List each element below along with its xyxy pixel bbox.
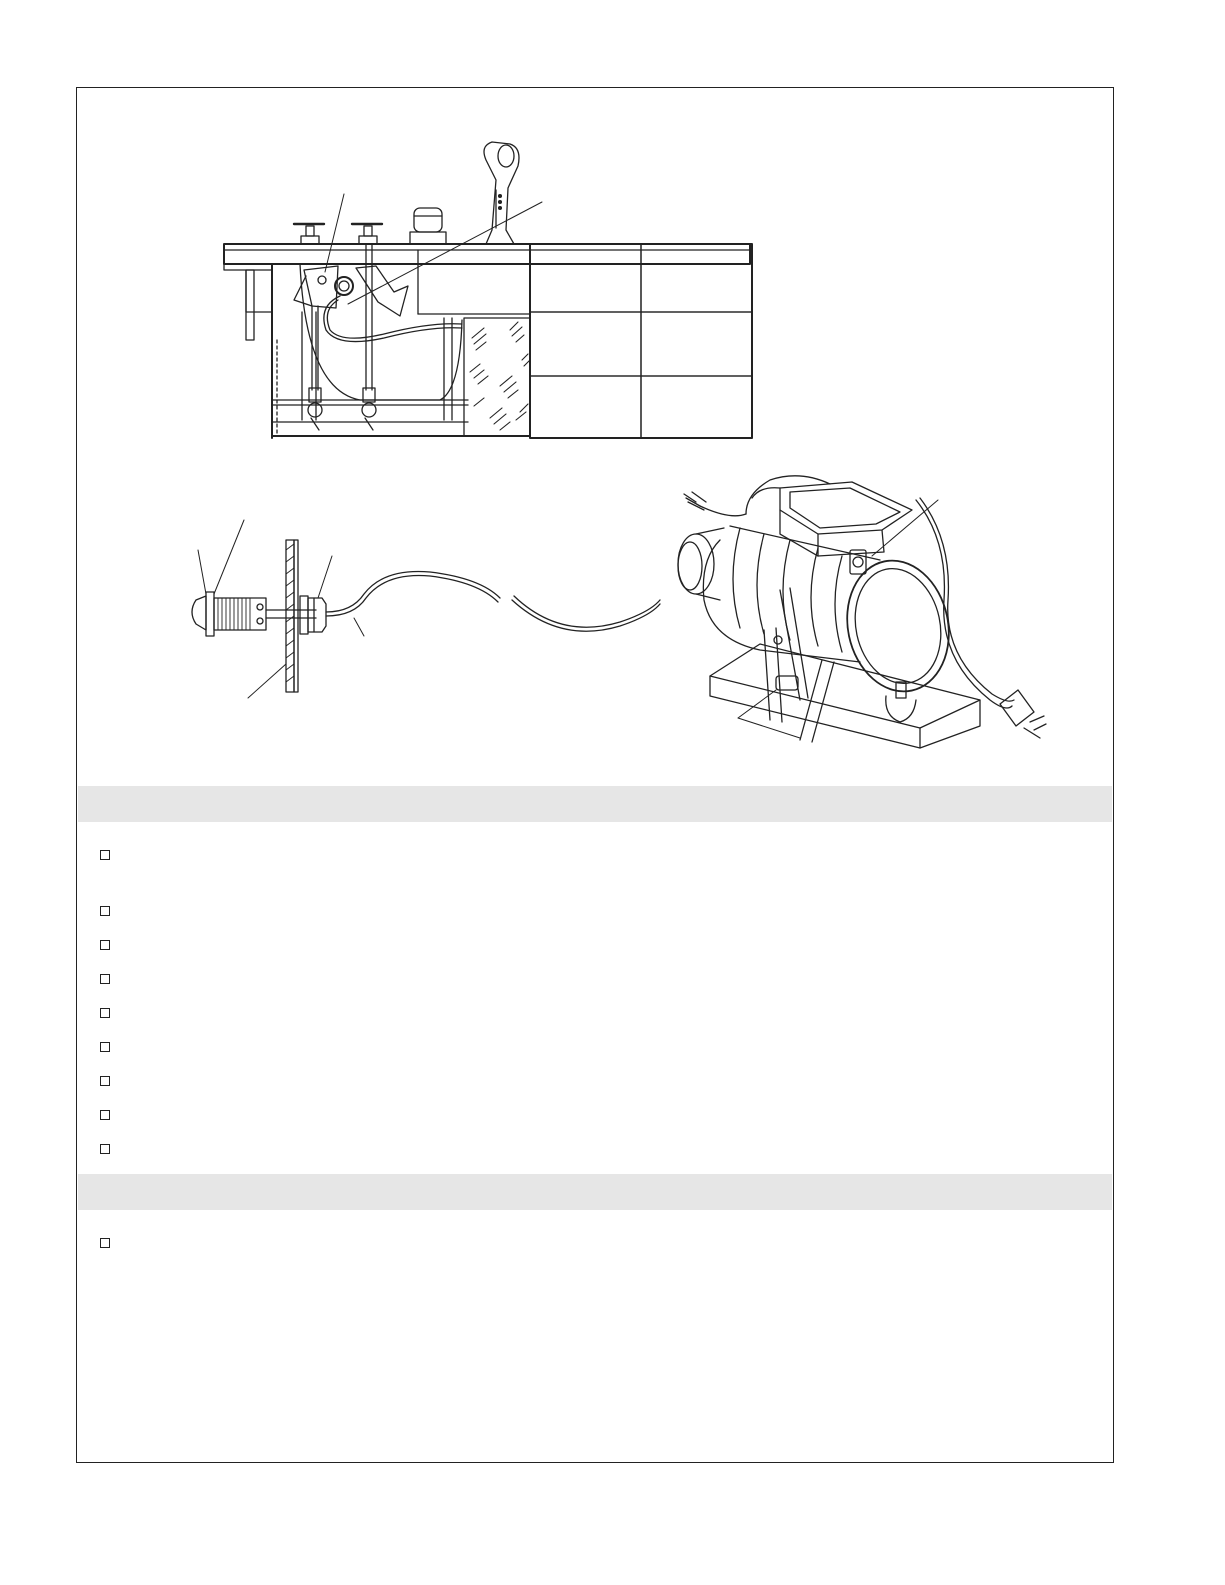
section-header-1 [78,786,1112,822]
air-switch-detail [192,520,660,698]
bath-deck-illustration [224,142,752,438]
valve-handle-left [294,224,324,244]
checkbox-icon[interactable] [100,906,110,916]
valve-handle-right [352,224,382,244]
checkbox-icon[interactable] [100,1238,110,1248]
checklist-item-1 [100,846,124,864]
checkbox-icon[interactable] [100,850,110,860]
checkbox-icon[interactable] [100,1110,110,1120]
section-header-2 [78,1174,1112,1210]
checkbox-icon[interactable] [100,974,110,984]
diverter-knob [410,208,446,244]
checklist-item-5 [100,1004,124,1022]
checkbox-icon[interactable] [100,1042,110,1052]
checkbox-icon[interactable] [100,1008,110,1018]
checklist-item-6 [100,1038,124,1056]
checkbox-icon[interactable] [100,1144,110,1154]
checklist-item-8 [100,1106,124,1124]
hand-shower [484,142,519,244]
checkbox-icon[interactable] [100,940,110,950]
checklist-item-2 [100,902,124,920]
checklist-item-10 [100,1234,124,1252]
checklist-item-9 [100,1140,124,1158]
checklist-item-4 [100,970,124,988]
checkbox-icon[interactable] [100,1076,110,1086]
checklist-item-7 [100,1072,124,1090]
checklist-item-3 [100,936,124,954]
whirlpool-pump-illustration [678,476,1046,748]
